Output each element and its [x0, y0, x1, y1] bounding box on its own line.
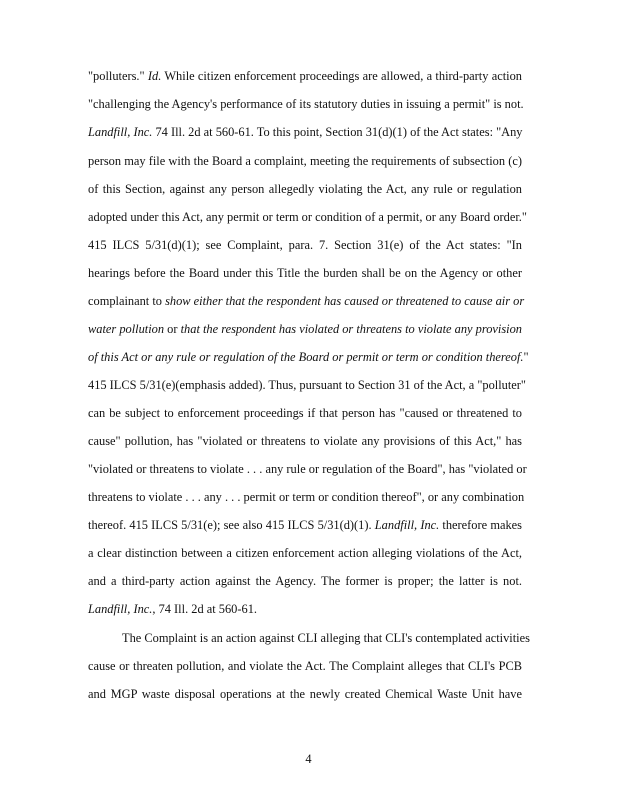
text-run: 415 ILCS 5/31(d)(1); see Complaint, para. 7. Section 31(e) of the Act states: "In [88, 238, 522, 252]
text-run: 74 Ill. 2d at 560-61. To this point, Section 31(d)(1) of the Act states: "Any [152, 125, 523, 139]
text-line [88, 321, 522, 337]
text-line [88, 545, 522, 561]
text-line [88, 124, 522, 140]
text-run: and MGP waste disposal operations at the newly created Chemical Waste Unit have [88, 687, 522, 701]
text-run: thereof. 415 ILCS 5/31(e); see also 415 ILCS 5/31(d)(1). [88, 518, 375, 532]
text-run: " [523, 350, 529, 364]
text-line [88, 293, 525, 309]
text-line [88, 489, 525, 505]
text-line [88, 405, 522, 421]
text-line [88, 461, 527, 477]
text-run: hearings before the Board under this Title the burden shall be on the Agency or other [88, 266, 522, 280]
text-line [88, 517, 522, 533]
text-line [88, 377, 526, 393]
text-run: or [164, 322, 181, 336]
text-line [88, 209, 527, 225]
text-run: adopted under this Act, any permit or term or condition of a permit, or any Board order." [88, 210, 527, 224]
text-line [88, 265, 522, 281]
emphasized-text: of this Act or any rule or regulation of the Board or permit or term or condition thereof. [88, 350, 524, 364]
text-run: of this Section, against any person allegedly violating the Act, any rule or regulation [88, 182, 522, 196]
text-run: , 74 Ill. 2d at 560-61. [152, 602, 257, 616]
text-line [88, 68, 522, 84]
text-line [88, 573, 522, 589]
text-run: and a third-party action against the Agency. The former is proper; the latter is not. [88, 574, 522, 588]
text-line [88, 349, 529, 365]
text-run: "challenging the Agency's performance of its statutory duties in issuing a permit" is not. [88, 97, 524, 111]
text-run: threatens to violate . . . any . . . permit or term or condition thereof", or any combination [88, 490, 525, 504]
text-run: The Complaint is an action against CLI alleging that CLI's contemplated activities [122, 631, 530, 645]
text-line [88, 237, 522, 253]
text-run: complainant to [88, 294, 166, 308]
emphasized-text: that the respondent has violated or threatens to violate any provision [180, 322, 522, 336]
text-line [88, 601, 522, 617]
text-run: cause" pollution, has "violated or threatens to violate any provisions of this Act," has [88, 434, 522, 448]
text-run: While citizen enforcement proceedings are allowed, a third-party action [161, 69, 522, 83]
case-citation: Landfill, Inc. [88, 602, 153, 616]
text-line [88, 686, 522, 702]
text-run: cause or threaten pollution, and violate the Act. The Complaint alleges that CLI's PCB [88, 659, 522, 673]
case-citation: Landfill, Inc. [374, 518, 440, 532]
text-line [88, 181, 522, 197]
text-line [88, 433, 522, 449]
text-run: "polluters." [88, 69, 148, 83]
text-run: a clear distinction between a citizen enforcement action alleging violations of the Act, [88, 546, 522, 560]
page-number: 4 [305, 752, 312, 766]
text-run: can be subject to enforcement proceedings if that person has "caused or threatened to [88, 406, 522, 420]
text-line [88, 658, 522, 674]
text-run: therefore makes [439, 518, 522, 532]
case-citation: Landfill, Inc. [88, 125, 153, 139]
text-run: person may file with the Board a complaint, meeting the requirements of subsection (c) [88, 154, 522, 168]
text-line [88, 153, 522, 169]
text-line-indented [88, 630, 530, 646]
text-run: "violated or threatens to violate . . . any rule or regulation of the Board", has "violated or [88, 462, 527, 476]
citation-id: Id. [147, 69, 162, 83]
emphasized-text: show either that the respondent has caused or threatened to cause air or [165, 294, 525, 308]
text-run: 415 ILCS 5/31(e)(emphasis added). Thus, pursuant to Section 31 of the Act, a "polluter" [88, 378, 526, 392]
text-line [88, 96, 522, 112]
emphasized-text: water pollution [88, 322, 165, 336]
